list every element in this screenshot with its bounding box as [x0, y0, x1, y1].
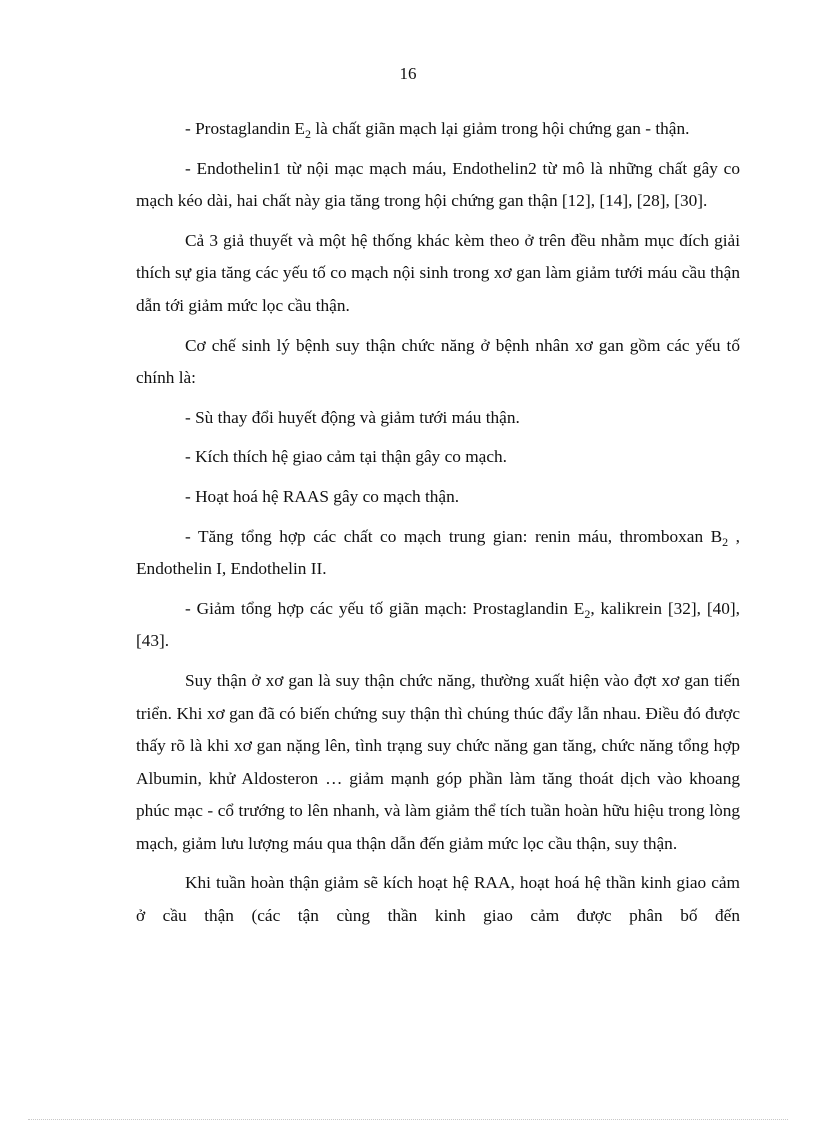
subscript: 2	[305, 127, 311, 141]
subscript: 2	[722, 534, 729, 549]
text-run: là chất giãn mạch lại giảm trong hội chứng gan - thận.	[311, 119, 690, 138]
text-run: - Tăng tổng hợp các chất co mạch trung gian: renin máu, thromboxan B	[185, 526, 723, 546]
paragraph	[136, 593, 740, 658]
paragraph	[136, 521, 740, 586]
paragraph: - Hoạt hoá hệ RAAS gây co mạch thận.	[185, 486, 460, 506]
text-run: - Prostaglandin E	[185, 119, 305, 138]
paragraph: - Kích thích hệ giao cảm tại thận gây co mạch.	[185, 447, 507, 467]
paragraph: Cả 3 giả thuyết và một hệ thống khác kèm theo ở trên đều nhằm mục đích giải thích sự gia tăng các yếu tố co mạch nội sinh trong xơ gan làm giảm tưới máu cầu thận dẫn tới giảm mức lọc cầu thận.	[136, 230, 740, 315]
paragraph: Cơ chế sinh lý bệnh suy thận chức năng ở bệnh nhân xơ gan gồm các yếu tố chính là:	[136, 335, 740, 388]
subscript: 2	[584, 606, 591, 621]
page-bottom-border	[28, 1119, 788, 1120]
page-number: 16	[399, 64, 417, 83]
paragraph: Khi tuần hoàn thận giảm sẽ kích hoạt hệ RAA, hoạt hoá hệ thần kinh giao cảm ở cầu thận (các tận cùng thần kinh giao cảm được phân bố đến	[136, 873, 740, 926]
paragraph: - Sù thay đổi huyết động và giảm tưới máu thận.	[185, 407, 520, 427]
paragraph: Suy thận ở xơ gan là suy thận chức năng, thường xuất hiện vào đợt xơ gan tiến triển. Khi xơ gan đã có biến chứng suy thận thì chúng thúc đẩy lẫn nhau. Điều đó được thấy rõ là khi xơ gan nặng lên, tình trạng suy chức năng gan tăng, chức năng tổng hợp Albumin, khử Aldosteron … giảm mạnh góp phần làm tăng thoát dịch vào khoang phúc mạc - cổ trướng to lên nhanh, và làm giảm thể tích tuần hoàn hữu hiệu trong lòng mạch, giảm lưu lượng máu qua thận dẫn đến giảm mức lọc cầu thận, suy thận.	[136, 670, 740, 853]
text-run: , Endothelin I, Endothelin II.	[136, 526, 741, 579]
paragraph	[136, 113, 740, 146]
text-run: , kalikrein [32], [40], [43].	[136, 598, 740, 651]
paragraph: - Endothelin1 từ nội mạc mạch máu, Endothelin2 từ mô là những chất gây co mạch kéo dài, hai chất này gia tăng trong hội chứng gan thận [12], [14], [28], [30].	[136, 158, 740, 211]
text-run: - Giảm tổng hợp các yếu tố giãn mạch: Prostaglandin E	[185, 598, 585, 618]
document-body	[136, 113, 740, 933]
